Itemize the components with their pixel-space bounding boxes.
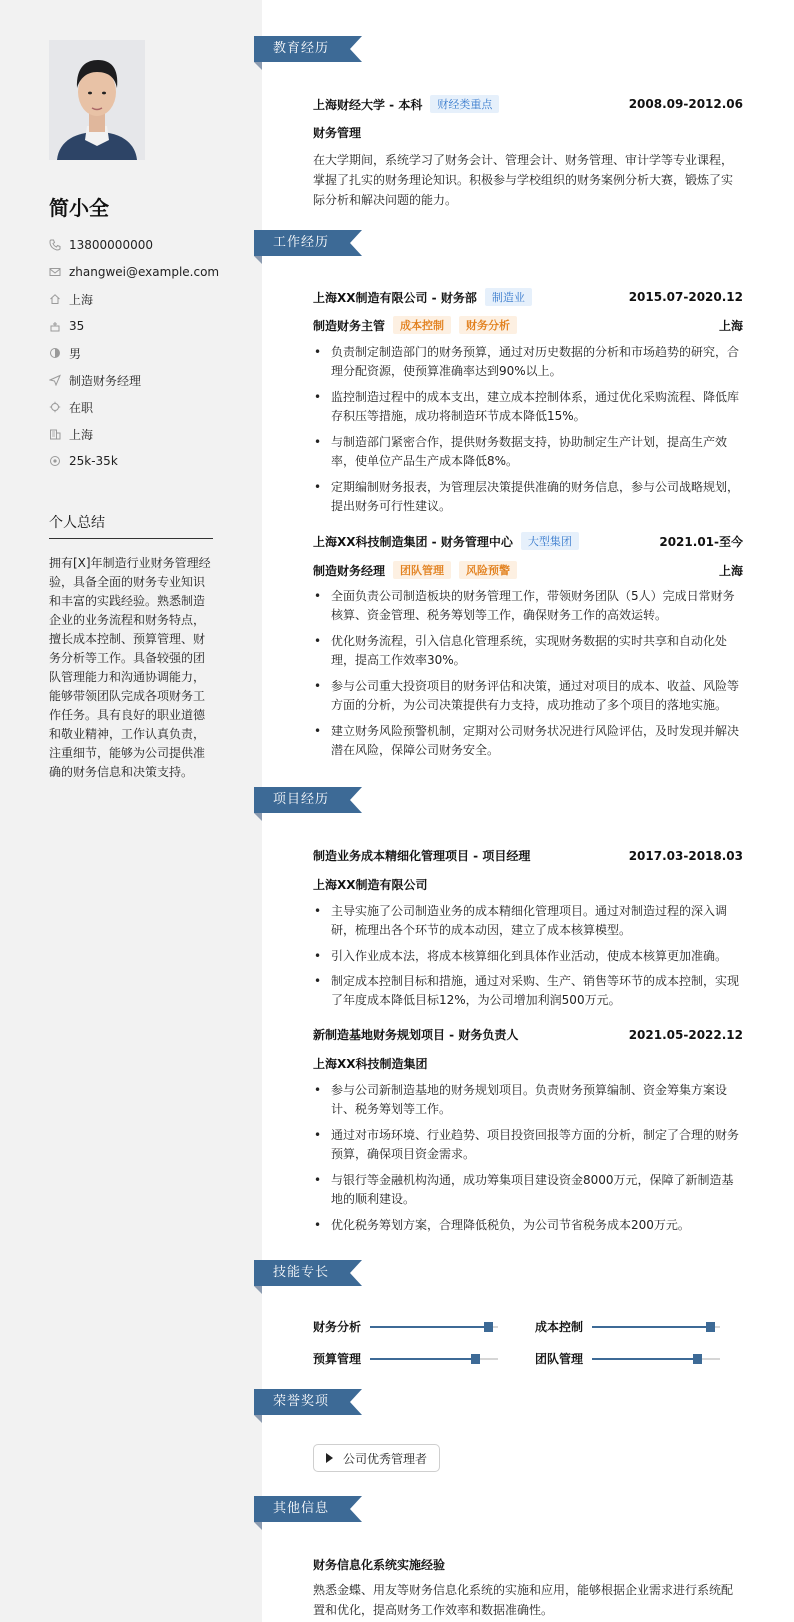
list-item: • 定期编制财务报表，为管理层决策提供准确的财务信息，参与公司战略规划，提出财务可行性建议。 [313,478,743,516]
section-title: 荣誉奖项 [273,1394,330,1409]
skill-name: 财务分析 [313,1320,362,1334]
info-text: 男 [69,346,82,361]
education-major-row [313,124,743,141]
list-item: • 负责制定制造部门的财务预算，通过对历史数据的分析和市场趋势的研究，合理分配资源，使预算准确率达到90%以上。 [313,343,743,381]
salary-icon [49,455,61,467]
info-city [49,425,93,443]
honor-item [313,1444,440,1472]
education-header [313,95,743,113]
info-email [49,263,219,281]
info-text: 在职 [69,400,94,415]
list-item: • 全面负责公司制造板块的财务管理工作，带领财务团队（5人）完成日常财务核算、资金管理、税务筹划等工作，确保财务工作的高效运转。 [313,587,743,625]
info-phone [49,236,153,254]
project-company: 上海XX制造有限公司 [313,878,428,892]
list-item: • 优化财务流程，引入信息化管理系统，实现财务数据的实时共享和自动化处理，提高工作效率30%。 [313,632,743,670]
section-skills [254,1260,360,1286]
section-title: 其他信息 [273,1501,330,1516]
send-icon [49,374,61,386]
info-text: 25k-35k [69,454,118,468]
list-item: • 制定成本控制目标和措施，通过对采购、生产、销售等环节的成本控制，实现了年度成本降低目标12%，为公司增加利润500万元。 [313,972,743,1010]
section-title: 教育经历 [273,41,330,56]
phone-icon [49,239,61,251]
work-skill-tag: 成本控制 [393,316,451,334]
section-education [254,36,360,62]
honor-label: 公司优秀管理者 [343,1451,428,1466]
education-major: 财务管理 [313,126,362,140]
company-tag: 大型集团 [521,532,579,550]
skill-bar [370,1358,498,1360]
section-title: 技能专长 [273,1265,330,1280]
project-header [313,847,743,864]
info-text: 上海 [69,292,94,307]
project-company: 上海XX科技制造集团 [313,1057,428,1071]
education-period: 2008.09-2012.06 [628,97,743,111]
work-skill-tag: 财务分析 [459,316,517,334]
section-work [254,230,360,256]
company-name: 上海XX制造有限公司 - 财务部 [313,290,477,305]
work-period: 2021.01-至今 [659,534,743,549]
work-role: 制造财务经理 [313,563,386,578]
work-city: 上海 [718,318,743,333]
email-icon [49,266,61,278]
work-role-row [313,316,743,334]
project-period: 2021.05-2022.12 [628,1027,743,1042]
avatar [49,40,145,160]
list-item: • 主导实施了公司制造业务的成本精细化管理项目。通过对制造过程的深入调研，梳理出各个环节的成本动因，建立了成本核算模型。 [313,902,743,940]
section-other [254,1496,360,1522]
work-header [313,288,743,306]
list-item: • 监控制造过程中的成本支出，建立成本控制体系，通过优化采购流程、降低库存积压等措施，成功将制造环节成本降低15%。 [313,388,743,426]
work-skill-tag: 团队管理 [393,561,451,579]
work-header [313,532,743,550]
skill-bar [592,1326,720,1328]
list-item: • 建立财务风险预警机制，定期对公司财务状况进行风险评估，及时发现并解决潜在风险，保障公司财务安全。 [313,722,743,760]
home-icon [49,293,61,305]
info-salary [49,452,118,470]
other-desc: 熟悉金蝶、用友等财务信息化系统的实施和应用，能够根据企业需求进行系统配置和优化，提高财务工作效率和数据准确性。 [313,1583,734,1617]
school-tag: 财经类重点 [430,95,499,113]
summary-divider [49,538,213,539]
other-title: 财务信息化系统实施经验 [313,1558,446,1572]
info-text: 35 [69,319,85,333]
company-name: 上海XX科技制造集团 - 财务管理中心 [313,534,513,549]
info-position [49,371,141,389]
building-icon [49,428,61,440]
work-role-row [313,561,743,579]
play-icon [326,1453,333,1463]
project-title: 新制造基地财务规划项目 - 财务负责人 [313,1028,519,1042]
project-company-row [313,1055,743,1072]
school-name: 上海财经大学 - 本科 [313,97,423,112]
work-city: 上海 [718,563,743,578]
status-icon [49,401,61,413]
education-desc: 在大学期间，系统学习了财务会计、管理会计、财务管理、审计学等专业课程，掌握了扎实的财务理论知识。积极参与学校组织的财务案例分析大赛，锻炼了实际分析和解决问题的能力。 [313,153,734,207]
work-period: 2015.07-2020.12 [628,290,743,304]
project-period: 2017.03-2018.03 [628,848,743,863]
list-item: • 与制造部门紧密合作，提供财务数据支持，协助制定生产计划，提高生产效率，使单位产品生产成本降低8%。 [313,433,743,471]
work-skill-tag: 风险预警 [459,561,517,579]
summary-title: 个人总结 [49,515,105,531]
list-item: • 优化税务筹划方案，合理降低税负，为公司节省税务成本200万元。 [313,1216,743,1235]
candidate-name: 简小全 [49,196,109,220]
project-header [313,1026,743,1043]
section-title: 项目经历 [273,792,330,807]
sidebar [0,0,262,1622]
list-item: • 参与公司重大投资项目的财务评估和决策，通过对项目的成本、收益、风险等方面的分析，为公司决策提供有力支持，成功推动了多个项目的落地实施。 [313,677,743,715]
info-text: 制造财务经理 [69,373,142,388]
list-item: • 引入作业成本法，将成本核算细化到具体作业活动，使成本核算更加准确。 [313,947,743,966]
list-item: • 通过对市场环境、行业趋势、项目投资回报等方面的分析，制定了合理的财务预算，确保项目资金需求。 [313,1126,743,1164]
list-item: • 与银行等金融机构沟通，成功筹集项目建设资金8000万元，保障了新制造基地的顺利建设。 [313,1171,743,1209]
info-text: zhangwei@example.com [69,265,220,279]
list-item: • 参与公司新制造基地的财务规划项目。负责财务预算编制、资金筹集方案设计、税务筹划等工作。 [313,1081,743,1119]
info-status [49,398,93,416]
skill-name: 预算管理 [313,1352,362,1366]
info-gender [49,344,81,362]
project-title: 制造业务成本精细化管理项目 - 项目经理 [313,849,531,863]
info-text: 13800000000 [69,238,153,252]
section-title: 工作经历 [273,235,330,250]
summary-text: 拥有[X]年制造行业财务管理经验，具备全面的财务专业知识和丰富的实践经验。熟悉制造企业的业务流程和财务特点，擅长成本控制、预算管理、财务分析等工作。具备较强的团队管理能力和沟通协调能力，能够带领团队完成各项财务工作任务。具有良好的职业道德和敬业精神，工作认真负责，注重细节，能够为公司提供准确的财务信息和决策支持。 [49,556,211,779]
skill-name: 团队管理 [535,1352,584,1366]
skill-name: 成本控制 [535,1320,584,1334]
skill-bar [592,1358,720,1360]
company-tag: 制造业 [485,288,532,306]
project-company-row [313,876,743,893]
info-text: 上海 [69,427,94,442]
skill-bar [370,1326,498,1328]
gender-icon [49,347,61,359]
age-icon [49,320,61,332]
work-role: 制造财务主管 [313,318,386,333]
info-location [49,290,93,308]
section-honors [254,1389,360,1415]
info-age [49,317,84,335]
section-project [254,787,360,813]
other-title-row [313,1556,743,1573]
